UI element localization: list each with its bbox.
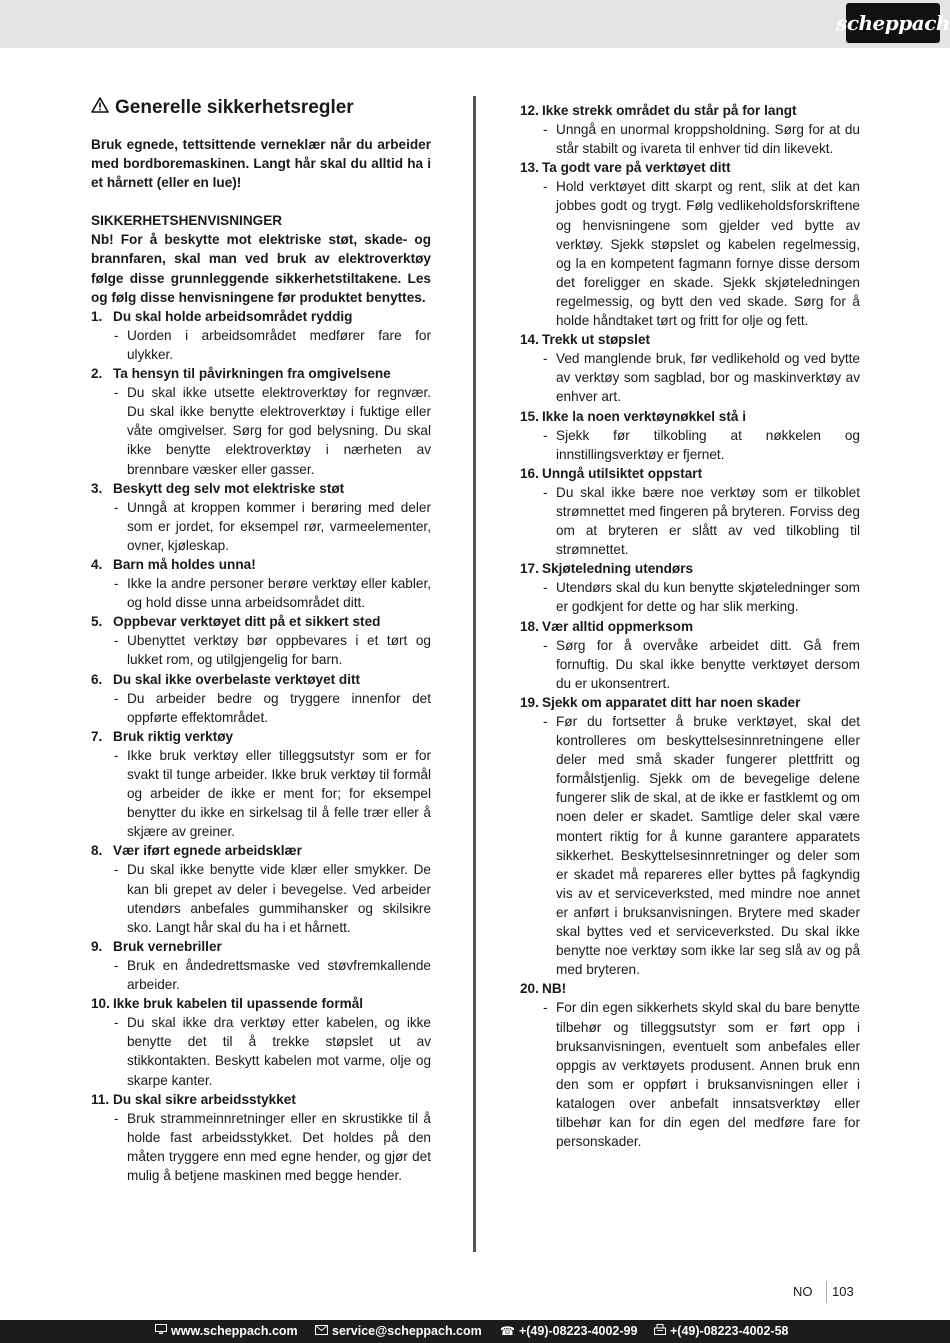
bullet-dash: - xyxy=(114,327,119,343)
rule-title-text: Bruk riktig verktøy xyxy=(113,728,234,744)
rule-title-text: Vær alltid oppmerksom xyxy=(542,618,694,634)
rule-text: Bruk en åndedrettsmaske ved støvfremkallende arbeider. xyxy=(127,957,431,993)
rule-text: Du skal ikke utsette elektroverktøy for regnvær. Du skal ikke benytte elektroverktøy i fuktige eller våte omgivelser. Sørg for god belysning. Du skal ikke benytte elektroverktøy i nærheten av brennbare væsker eller gasser. xyxy=(127,385,431,477)
phone-text: +(49)-08223-4002-99 xyxy=(518,1324,638,1338)
rule-title-text: Sjekk om apparatet ditt har noen skader xyxy=(542,694,801,710)
rule-body xyxy=(91,746,431,841)
rule-title xyxy=(91,612,431,631)
bullet-dash: - xyxy=(114,862,119,878)
rule-title xyxy=(520,559,860,578)
rule-item xyxy=(520,617,860,693)
rule-title xyxy=(91,841,431,860)
rule-item xyxy=(520,464,860,559)
bullet-dash: - xyxy=(114,957,119,973)
rule-text: Utendørs skal du kun benytte skjøteledninger som er godkjent for dette og har slik merking. xyxy=(556,580,860,615)
rule-text: Før du fortsetter å bruke verktøyet, skal det kontrolleres om beskyttelsesinnretningene eller deler med små skader fungerer plettfritt og formålstjenlig. Sjekk om de bevegelige delene fungerer slik de skal, at de ikke er fastklemt og om noen deler er skadet. Samtlige deler skal være montert riktig for å kunne garantere apparatets sikkerhet. Beskyttelsesinnretninger og deler som er skadet må repareres eller byttes på fagkyndig vis av et serviceverksted, med mindre noe annet er anført i bruksanvisningen. Brytere med skader skal byttes ved et serviceverksted. Du skal ikke benytte noe verktøy som ikke lar seg slå av og på med bryteren. xyxy=(556,714,860,978)
bullet-dash: - xyxy=(114,690,119,706)
rule-item xyxy=(520,330,860,406)
rule-number: 3. xyxy=(91,480,103,496)
rule-title xyxy=(520,330,860,349)
phone-icon: ☎ xyxy=(500,1324,515,1338)
rule-item xyxy=(520,559,860,616)
fax-contact[interactable] xyxy=(654,1324,789,1338)
bullet-dash: - xyxy=(114,499,119,515)
rule-text: Du skal ikke bære noe verktøy som er tilkoblet strømnettet med fingeren på bryteren. Forviss deg om at bryteren er slått av ved tilkobling til strømnettet. xyxy=(556,484,860,558)
page-number: 103 xyxy=(832,1284,854,1299)
rule-title xyxy=(91,1090,431,1109)
rule-title xyxy=(91,364,431,383)
bullet-dash: - xyxy=(114,1110,119,1126)
rule-body xyxy=(91,631,431,669)
rule-text: Ikke bruk verktøy eller tilleggsutstyr som er for svakt til tunge arbeider. Ikke bruk verktøy til formål og arbeider de ikke er ment for; for eksempel benytter du ikke en sirkelsag til å felle trær eller å skjære av greiner. xyxy=(127,747,431,840)
page-indicator xyxy=(760,1281,880,1303)
fax-text: +(49)-08223-4002-58 xyxy=(670,1324,789,1338)
rule-number: 17. xyxy=(520,561,539,577)
rule-item xyxy=(91,307,431,364)
rule-body xyxy=(91,1013,431,1089)
rule-body xyxy=(520,349,860,406)
rule-item xyxy=(91,670,431,727)
rule-title-text: Ikke strekk området du står på for langt xyxy=(542,103,797,118)
rule-title xyxy=(520,979,860,998)
rule-text: Sørg for å overvåke arbeidet ditt. Gå frem fornuftig. Du skal ikke benytte verktøyet dersom du er ukonsentrert. xyxy=(556,637,860,691)
bullet-dash: - xyxy=(543,714,548,729)
rule-title xyxy=(520,407,860,426)
rule-number: 16. xyxy=(520,465,539,481)
rule-title-text: Unngå utilsiktet oppstart xyxy=(542,465,703,481)
rule-item xyxy=(520,101,860,158)
rule-text: Bruk strammeinnretninger eller en skrustikke til å holde fast arbeidsstykket. Det holdes på den måten tryggere enn med egne hender, og gjør det mulig å betjene maskinen med begge hender. xyxy=(127,1110,431,1183)
rule-item xyxy=(91,727,431,842)
rule-body xyxy=(91,860,431,936)
rule-title xyxy=(91,937,431,956)
rule-item xyxy=(520,158,860,330)
rule-number: 4. xyxy=(91,556,103,572)
rule-body xyxy=(520,426,860,464)
rule-item xyxy=(91,479,431,555)
rule-title xyxy=(91,555,431,574)
rule-title-text: NB! xyxy=(542,981,567,997)
bullet-dash: - xyxy=(114,747,119,763)
top-bar xyxy=(0,0,950,48)
rule-text: Ubenyttet verktøy bør oppbevares i et tørt og lukket rom, og utilgjengelig for barn. xyxy=(127,633,431,668)
warning-triangle-icon xyxy=(91,96,109,120)
right-rule-list xyxy=(520,101,860,1151)
rule-body xyxy=(520,177,860,330)
rule-number: 10. xyxy=(91,996,110,1012)
rule-title-text: Skjøteledning utendørs xyxy=(542,561,694,577)
rule-item xyxy=(91,364,431,479)
rule-title xyxy=(520,693,860,712)
rule-number: 5. xyxy=(91,614,103,630)
rule-item xyxy=(520,693,860,979)
nb-paragraph: Nb! For å beskytte mot elektriske støt, skade- og brannfaren, skal man ved bruk av elektroverktøy følge disse grunnleggende sikkerhetstiltakene. Les og følg disse henvisningene før produktet benyttes. xyxy=(91,232,431,305)
rule-number: 14. xyxy=(520,332,539,348)
rule-title-text: Du skal holde arbeidsområdet ryddig xyxy=(113,308,353,324)
rule-text: Du skal ikke benytte vide klær eller smykker. De kan bli grepet av deler i bevegelse. Ved arbeider utendørs anbefales gummihansker og skilsikre sko. Langt hår skal du ha i et hårnett. xyxy=(127,862,431,935)
rule-title xyxy=(520,101,860,120)
rule-title xyxy=(520,158,860,177)
rule-text: Uorden i arbeidsområdet medfører fare for ulykker. xyxy=(127,327,431,362)
rule-body xyxy=(91,498,431,555)
rule-body xyxy=(520,120,860,158)
rule-title xyxy=(91,307,431,326)
rule-item xyxy=(91,994,431,1089)
footer-separator xyxy=(826,1281,827,1303)
contact-bar xyxy=(0,1320,950,1343)
rule-title-text: Trekk ut støpslet xyxy=(542,332,651,348)
rule-title xyxy=(520,617,860,636)
bullet-dash: - xyxy=(543,179,548,195)
fax-icon xyxy=(654,1324,666,1338)
rule-body xyxy=(91,574,431,612)
rule-body xyxy=(520,998,860,1151)
right-column xyxy=(520,101,860,1151)
rule-body xyxy=(91,956,431,994)
rule-item xyxy=(91,841,431,936)
rule-body xyxy=(91,689,431,727)
left-column xyxy=(91,96,431,1185)
left-rule-list xyxy=(91,307,431,1185)
section-heading xyxy=(91,96,431,120)
bullet-dash: - xyxy=(114,1015,119,1031)
rule-title-text: Oppbevar verktøyet ditt på et sikkert sted xyxy=(113,614,381,630)
rule-title xyxy=(91,670,431,689)
rule-text: Unngå en unormal kroppsholdning. Sørg for at du står stabilt og ivareta til enhver tid din likevekt. xyxy=(556,122,860,157)
rule-item xyxy=(91,1090,431,1185)
rule-title-text: Ikke bruk kabelen til upassende formål xyxy=(113,996,364,1012)
bullet-dash: - xyxy=(543,484,548,500)
rule-body xyxy=(520,636,860,693)
rule-body xyxy=(520,483,860,559)
rule-body xyxy=(91,1109,431,1185)
rule-text: Hold verktøyet ditt skarpt og rent, slik at det kan jobbes godt og trygt. Følg vedlikeholdsforskriftene og henvisningene som gjelder ved bytte av verktøy. Sjekk støpslet og kabelen regelmessig, og la en kompetent fagmann fornye disse dersom det foreligger en skade. Sjekk skjøteledningen regelmessig, og bytt den ved skade. Sørg for å holde håndtaket tørt og fritt for olje og fett. xyxy=(556,179,860,329)
rule-text: Du skal ikke dra verktøy etter kabelen, og ikke benytte det til å trekke støpslet ut av stikkontakten. Beskytt kabelen mot varme, olje og skarpe kanter. xyxy=(127,1015,431,1088)
rule-body xyxy=(91,383,431,478)
language-code: NO xyxy=(793,1284,813,1299)
rule-text: Du arbeider bedre og tryggere innenfor det oppførte effektområdet. xyxy=(127,690,431,725)
bullet-dash: - xyxy=(543,351,548,367)
bullet-dash: - xyxy=(114,633,119,649)
rule-number: 7. xyxy=(91,728,103,744)
website-text: www.scheppach.com xyxy=(171,1324,298,1338)
rule-text: Sjekk før tilkobling at nøkkelen og innstillingsverktøy er fjernet. xyxy=(556,427,860,462)
rule-number: 12. xyxy=(520,103,539,118)
rule-title xyxy=(91,994,431,1013)
bullet-dash: - xyxy=(543,637,548,653)
email-contact[interactable] xyxy=(315,1324,482,1338)
scheppach-logo: scheppach xyxy=(846,3,940,43)
rule-title-text: Ta hensyn til påvirkningen fra omgivelsene xyxy=(113,366,391,382)
column-divider xyxy=(473,96,476,1252)
rule-number: 18. xyxy=(520,618,539,634)
rule-text: Ved manglende bruk, før vedlikehold og ved bytte av verktøy som sagblad, bor og maskinverktøy av enhver art. xyxy=(556,351,860,405)
rule-title xyxy=(91,727,431,746)
rule-text: For din egen sikkerhets skyld skal du bare benytte tilbehør og tilleggsutstyr som er ført opp i bruksanvisningen, eventuelt som anbefales eller oppgis av verktøyets produsent. Annen bruk enn den som er oppført i bruksanvisningen eller i katalogen over anbefalt innsatsverktøy eller tilbehør kan for din egen del medføre fare for personskader. xyxy=(556,1000,860,1150)
bullet-dash: - xyxy=(114,576,119,592)
rule-title-text: Du skal ikke overbelaste verktøyet ditt xyxy=(113,671,361,687)
bullet-dash: - xyxy=(543,427,548,443)
rule-number: 8. xyxy=(91,843,103,859)
rule-body xyxy=(520,578,860,616)
rule-title-text: Vær iført egnede arbeidsklær xyxy=(113,843,302,859)
rule-title-text: Bruk vernebriller xyxy=(113,938,222,954)
website-contact[interactable] xyxy=(155,1324,298,1338)
rule-number: 13. xyxy=(520,160,539,176)
rule-number: 2. xyxy=(91,366,103,382)
rule-number: 20. xyxy=(520,981,539,997)
rule-title-text: Barn må holdes unna! xyxy=(113,556,256,572)
safety-notes-label: SIKKERHETSHENVISNINGER xyxy=(91,213,283,229)
envelope-icon xyxy=(315,1324,328,1338)
rule-number: 19. xyxy=(520,694,539,710)
rule-text: Unngå at kroppen kommer i berøring med deler som er jordet, for eksempel rør, varmeelementer, ovner, kjøleskap. xyxy=(127,499,431,553)
rule-item xyxy=(91,612,431,669)
rule-body xyxy=(520,712,860,979)
phone-contact[interactable] xyxy=(500,1324,637,1338)
bullet-dash: - xyxy=(543,1000,548,1016)
rule-title-text: Du skal sikre arbeidsstykket xyxy=(113,1091,296,1107)
email-text: service@scheppach.com xyxy=(332,1324,482,1338)
rule-title-text: Beskytt deg selv mot elektriske støt xyxy=(113,480,345,496)
rule-number: 6. xyxy=(91,671,103,687)
rule-title xyxy=(91,479,431,498)
rule-number: 11. xyxy=(91,1091,110,1107)
monitor-icon xyxy=(155,1324,167,1338)
rule-title xyxy=(520,464,860,483)
rule-title-text: Ta godt vare på verktøyet ditt xyxy=(542,160,731,176)
rule-body xyxy=(91,326,431,364)
bullet-dash: - xyxy=(114,385,119,401)
rule-number: 1. xyxy=(91,308,103,324)
rule-text: Ikke la andre personer berøre verktøy eller kabler, og hold disse unna arbeidsområdet ditt. xyxy=(127,576,431,611)
rule-number: 15. xyxy=(520,408,539,424)
rule-number: 9. xyxy=(91,938,103,954)
section-heading-text: Generelle sikkerhetsregler xyxy=(115,97,354,118)
bullet-dash: - xyxy=(543,122,548,138)
rule-item xyxy=(520,979,860,1151)
rule-title-text: Ikke la noen verktøynøkkel stå i xyxy=(542,408,746,424)
rule-item xyxy=(91,937,431,994)
intro-paragraph: Bruk egnede, tettsittende verneklær når du arbeider med bordboremaskinen. Langt hår skal du alltid ha i et hårnett (eller en lue)! xyxy=(91,137,431,191)
bullet-dash: - xyxy=(543,580,548,596)
rule-item xyxy=(520,407,860,464)
rule-item xyxy=(91,555,431,612)
